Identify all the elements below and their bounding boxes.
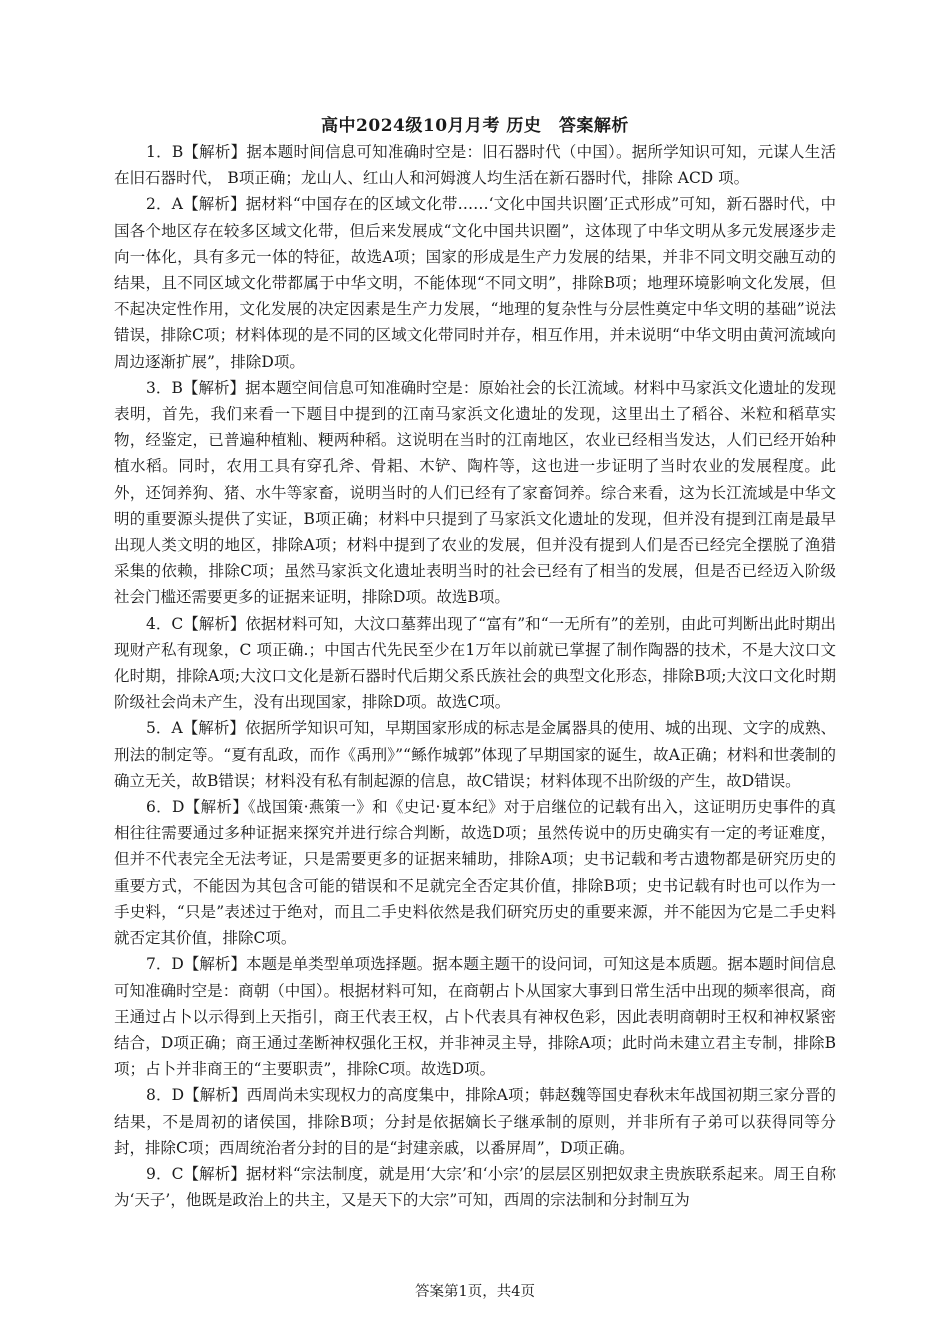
answer-item-5: 5．A【解析】依据所学知识可知，早期国家形成的标志是金属器具的使用、城的出现、文字的成熟、刑法的制定等。“夏有乱政，而作《禹刑》”“鲧作城郭”体现了早期国家的诞生，故A正确；材料和世袭制的确立无关，故B错误；材料没有私有制起源的信息，故C错误；材料体现不出阶级的产生，故D错误。 (114, 719, 836, 790)
answer-item-2: 2．A【解析】据材料“中国存在的区域文化带……‘文化中国共识圈’正式形成”可知，新石器时代，中国各个地区存在较多区域文化带，但后来发展成“文化中国共识圈”，这体现了中华文明从多元发展逐步走向一体化，具有多元一体的特征，故选A项；国家的形成是生产力发展的结果，并非不同文明交融互动的结果，且不同区域文化带都属于中华文明，不能体现“不同文明”，排除B项；地理环境影响文化发展，但不起决定性作用，文化发展的决定因素是生产力发展，“地理的复杂性与分层性奠定中华文明的基础”说法错误，排除C项；材料体现的是不同的区域文化带同时并存，相互作用，并未说明“中华文明由黄河流域向周边逐渐扩展”，排除D项。 (114, 195, 836, 371)
answer-item-3: 3．B【解析】据本题空间信息可知准确时空是：原始社会的长江流域。材料中马家浜文化遗址的发现表明，首先，我们来看一下题目中提到的江南马家浜文化遗址的发现，这里出土了稻谷、米粒和稻草实物，经鉴定，已普遍种植籼、粳两种稻。这说明在当时的江南地区，农业已经相当发达，人们已经开始种植水稻。同时，农用工具有穿孔斧、骨耜、木铲、陶杵等，这也进一步证明了当时农业的发展程度。此外，还饲养狗、猪、水牛等家畜，说明当时的人们已经有了家畜饲养。综合来看，这为长江流域是中华文明的重要源头提供了实证，B项正确；材料中只提到了马家浜文化遗址的发现，但并没有提到江南是最早出现人类文明的地区，排除A项；材料中提到了农业的发展，但并没有提到人们是否已经完全摆脱了渔猎采集的依赖，排除C项；虽然马家浜文化遗址表明当时的社会已经有了相当的发展，但是否已经迈入阶级社会门槛还需要更多的证据来证明，排除D项。故选B项。 (114, 378, 836, 607)
answer-list (114, 139, 836, 1213)
page-title: 高中2024级10月月考 历史 答案解析 (321, 116, 629, 136)
answer-item-9: 9．C【解析】据材料“宗法制度，就是用‘大宗’和‘小宗’的层层区别把奴隶主贵族联系起来。周王自称为‘天子’，他既是政治上的共主，又是天下的大宗”可知，西周的宗法制和分封制互为 (114, 1164, 836, 1210)
answer-item-4: 4．C【解析】依据材料可知，大汶口墓葬出现了“富有”和“一无所有”的差别，由此可判断出此时期出现财产私有现象，C 项正确.；中国古代先民至少在1万年以前就已掌握了制作陶器的技术，不是大汶口文化时期，排除A项;大汶口文化是新石器时代后期父系氏族社会的典型文化形态，排除B项;大汶口文化时期阶级社会尚未产生，没有出现国家，排除D项。故选C项。 (114, 614, 836, 712)
answer-item-6: 6．D【解析】《战国策·燕策一》和《史记·夏本纪》对于启继位的记载有出入，这证明历史事件的真相往往需要通过多种证据来探究并进行综合判断，故选D项；虽然传说中的历史确实有一定的考证难度，但并不代表完全无法考证，只是需要更多的证据来辅助，排除A项；史书记载和考古遗物都是研究历史的重要方式，不能因为其包含可能的错误和不足就完全否定其价值，排除B项；史书记载有时也可以作为一手史料，“只是”表述过于绝对，而且二手史料依然是我们研究历史的重要来源，并不能因为它是二手史料就否定其价值，排除C项。 (114, 798, 836, 948)
answer-item-1: 1．B【解析】据本题时间信息可知准确时空是：旧石器时代（中国）。据所学知识可知，元谋人生活在旧石器时代， B项正确；龙山人、红山人和河姆渡人均生活在新石器时代，排除 ACD 项。 (114, 143, 836, 188)
answer-item-8: 8．D【解析】西周尚未实现权力的高度集中，排除A项；韩赵魏等国史春秋末年战国初期三家分晋的结果，不是周初的诸侯国，排除B项；分封是依据嫡长子继承制的原则，并非所有子弟可以获得同等分封，排除C项；西周统治者分封的目的是“封建亲戚，以番屏周”，D项正确。 (114, 1086, 836, 1157)
answer-item-7: 7．D【解析】本题是单类型单项选择题。据本题主题干的设问词，可知这是本质题。据本题时间信息可知准确时空是：商朝（中国）。根据材料可知，在商朝占卜从国家大事到日常生活中出现的频率很高，商王通过占卜以示得到上天指引，商王代表王权，占卜代表具有神权色彩，因此表明商朝时王权和神权紧密结合，D项正确；商王通过垄断神权强化王权，并非神灵主导，排除A项；此时尚未建立君主专制，排除B项；占卜并非商王的“主要职责”，排除C项。故选D项。 (114, 955, 836, 1079)
page-footer: 答案第1页，共4页 (415, 1284, 535, 1300)
